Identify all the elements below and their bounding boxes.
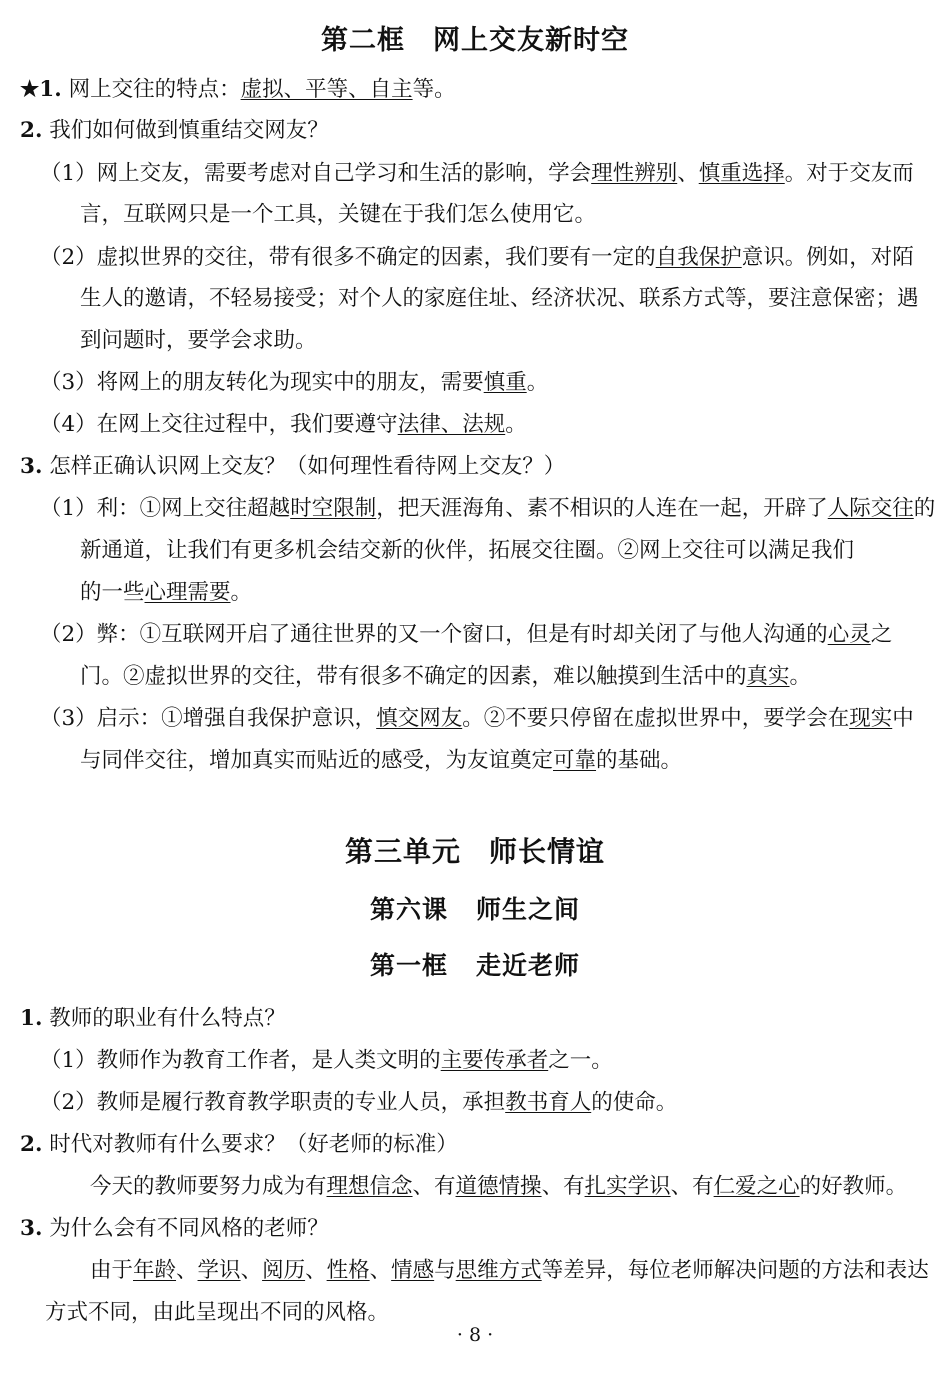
answer-underline: 年龄: [133, 1258, 177, 1283]
question-number: 1.: [20, 1006, 43, 1031]
text-run: 的使命。: [591, 1090, 678, 1115]
text-run: 到问题时，要学会求助。: [80, 328, 317, 353]
text-line: [80, 746, 682, 776]
text-run: 、: [176, 1258, 198, 1283]
text-line: [80, 200, 596, 230]
question-3-line: [20, 1214, 329, 1244]
text-run: （1）利：①网上交往超越: [40, 496, 291, 521]
text-run: 言，互联网只是一个工具，关键在于我们怎么使用它。: [80, 202, 597, 227]
text-run: 的好教师。: [799, 1174, 908, 1199]
heading-part-a: 第二框: [321, 25, 405, 56]
text-run: 中: [892, 706, 914, 731]
text-run: 生人的邀请，不轻易接受；对个人的家庭住址、经济状况、联系方式等，要注意保密；遇: [80, 286, 919, 311]
text-run: 。: [789, 664, 812, 689]
question-number: 2.: [20, 1132, 43, 1157]
text-run: 之一。: [548, 1048, 613, 1073]
text-run: 等差异，每位老师解决问题的方法和表达: [541, 1258, 929, 1283]
text-run: 网上交往的特点：: [61, 77, 241, 102]
answer-underline: 法律、法规: [397, 412, 506, 437]
answer-underline: 学识: [197, 1258, 241, 1283]
text-line: [40, 620, 892, 650]
text-run: （1）教师作为教育工作者，是人类文明的: [40, 1048, 441, 1073]
text-run: 方式不同，由此呈现出不同的风格。: [45, 1300, 390, 1325]
text-line: [40, 410, 527, 440]
section-heading-wangshang: [0, 18, 950, 57]
answer-underline: 可靠: [553, 748, 597, 773]
text-line: [40, 704, 914, 734]
question-number: ★1.: [20, 77, 62, 102]
text-run: （2）弊：①互联网开启了通往世界的又一个窗口，但是有时却关闭了与他人沟通的: [40, 622, 828, 647]
heading-part-a: 第三单元: [344, 835, 461, 868]
text-run: 。对于交友而: [784, 161, 914, 186]
lesson-heading: [0, 890, 950, 926]
answer-underline: 现实: [849, 706, 893, 731]
text-run: 之: [870, 622, 893, 647]
text-run: （3）启示：①增强自我保护意识，: [40, 706, 377, 731]
text-line: [40, 1088, 677, 1118]
text-run: 。: [505, 412, 527, 437]
text-run: 怎样正确认识网上交友？（如何理性看待网上交友？）: [42, 454, 566, 479]
text-run: ，把天涯海角、素不相识的人连在一起，开辟了: [376, 496, 828, 521]
answer-underline: 扎实学识: [584, 1174, 671, 1199]
text-run: （4）在网上交往过程中，我们要遵守: [40, 412, 398, 437]
heading-part-a: 第六课: [369, 895, 448, 924]
text-run: 。: [230, 580, 253, 605]
answer-underline: 时空限制: [290, 496, 377, 521]
answer-underline: 理性辨别: [591, 161, 678, 186]
answer-underline: 道德情操: [455, 1174, 542, 1199]
text-run: （2）虚拟世界的交往，带有很多不确定的因素，我们要有一定的: [40, 245, 656, 270]
text-run: 、有: [541, 1174, 585, 1199]
text-line: [40, 159, 914, 189]
text-run: 、: [240, 1258, 263, 1283]
text-run: 与: [434, 1258, 456, 1283]
text-run: （1）网上交友，需要考虑对自己学习和生活的影响，学会: [40, 161, 592, 186]
section-heading-zoujin: [0, 946, 950, 982]
answer-underline: 人际交往: [827, 496, 914, 521]
heading-part-b: 走近老师: [476, 951, 581, 980]
text-line: [80, 578, 252, 608]
heading-part-a: 第一框: [369, 951, 448, 980]
question-number: 3.: [20, 1216, 43, 1241]
text-line: [40, 368, 548, 398]
answer-underline: 真实: [746, 664, 790, 689]
heading-part-b: 师长情谊: [489, 835, 606, 868]
text-line: [80, 284, 919, 314]
text-run: 、: [305, 1258, 327, 1283]
answer-underline: 思维方式: [455, 1258, 542, 1283]
page-number: · 8 ·: [456, 1324, 494, 1346]
text-run: 、: [677, 161, 699, 186]
text-run: （2）教师是履行教育教学职责的专业人员，承担: [40, 1090, 506, 1115]
answer-underline: 情感: [391, 1258, 435, 1283]
heading-part-b: 网上交友新时空: [433, 25, 629, 56]
question-number: 3.: [20, 454, 43, 479]
text-run: 与同伴交往，增加真实而贴近的感受，为友谊奠定: [80, 748, 554, 773]
text-run: 、: [369, 1258, 392, 1283]
answer-underline: 主要传承者: [440, 1048, 549, 1073]
text-run: 门。②虚拟世界的交往，带有很多不确定的因素，难以触摸到生活中的: [80, 664, 747, 689]
text-run: 的一些: [80, 580, 145, 605]
question-2-line: [20, 1130, 458, 1160]
text-run: 由于: [90, 1258, 134, 1283]
text-line: [80, 662, 811, 692]
answer-underline: 性格: [326, 1258, 370, 1283]
text-run: 的: [913, 496, 936, 521]
text-run: 今天的教师要努力成为有: [90, 1174, 327, 1199]
answer-underline: 自我保护: [655, 245, 742, 270]
answer-underline: 慎重: [483, 370, 527, 395]
text-line: [90, 1256, 929, 1286]
text-line: [80, 536, 854, 566]
text-line: [80, 326, 317, 356]
question-3-line: [20, 452, 565, 482]
answer-underline: 慎重选择: [698, 161, 785, 186]
answer-underline: 慎交网友: [376, 706, 463, 731]
text-line: [40, 1046, 613, 1076]
text-run: 新通道，让我们有更多机会结交新的伙伴，拓展交往圈。②网上交往可以满足我们: [80, 538, 855, 563]
question-1-line: [20, 75, 456, 105]
text-run: 。②不要只停留在虚拟世界中，要学会在: [462, 706, 850, 731]
question-2-line: [20, 116, 329, 146]
text-run: 我们如何做到慎重结交网友？: [42, 118, 329, 143]
text-run: 为什么会有不同风格的老师？: [42, 1216, 329, 1241]
answer-underline: 理想信念: [326, 1174, 413, 1199]
answer-underline: 阅历: [262, 1258, 306, 1283]
text-run: 、有: [670, 1174, 714, 1199]
text-run: 时代对教师有什么要求？（好老师的标准）: [42, 1132, 458, 1157]
question-number: 2.: [20, 118, 43, 143]
answer-underline: 教书育人: [505, 1090, 592, 1115]
text-run: 的基础。: [596, 748, 683, 773]
unit-heading: [0, 830, 950, 870]
answer-underline: 虚拟、平等、自主: [240, 77, 413, 102]
text-run: 。: [526, 370, 549, 395]
answer-underline: 心灵: [827, 622, 871, 647]
text-line: [40, 494, 935, 524]
text-run: 、有: [412, 1174, 456, 1199]
answer-underline: 仁爱之心: [713, 1174, 800, 1199]
answer-underline: 心理需要: [144, 580, 231, 605]
heading-part-b: 师生之间: [476, 895, 581, 924]
text-line: [40, 243, 914, 273]
question-1-line: [20, 1004, 286, 1034]
text-line: [90, 1172, 907, 1202]
text-run: 教师的职业有什么特点？: [42, 1006, 286, 1031]
text-run: （3）将网上的朋友转化为现实中的朋友，需要: [40, 370, 484, 395]
text-run: 等。: [412, 77, 456, 102]
text-run: 意识。例如，对陌: [741, 245, 914, 270]
